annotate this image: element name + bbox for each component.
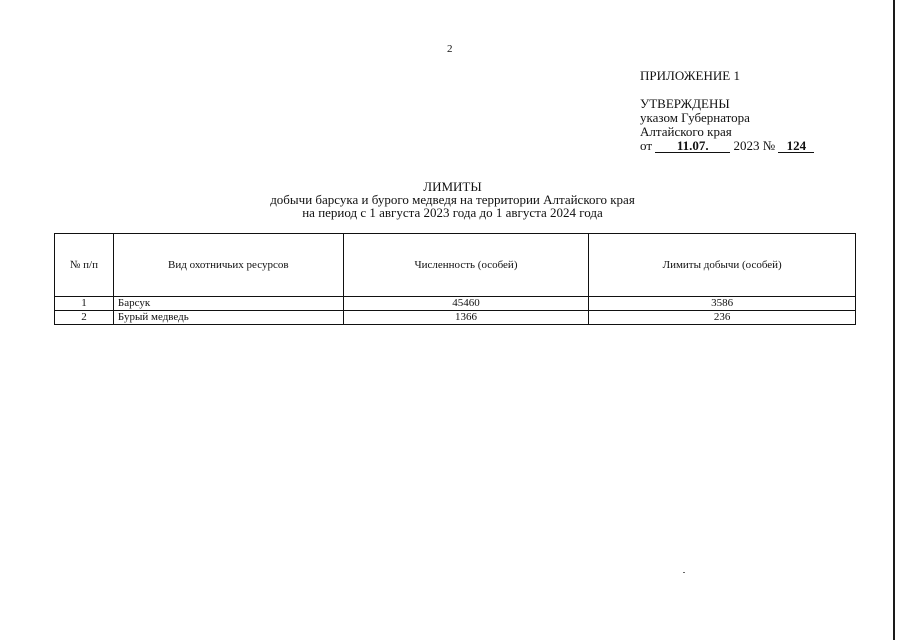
- appendix-label: ПРИЛОЖЕНИЕ 1: [640, 68, 740, 83]
- row-resource-kind: Бурый медведь: [113, 311, 343, 325]
- row-number: 1: [55, 297, 114, 311]
- title-heading: ЛИМИТЫ: [423, 179, 482, 194]
- title-line-2: на период с 1 августа 2023 года до 1 августа 2024 года: [302, 205, 603, 220]
- header-population: Численность (особей): [343, 234, 589, 297]
- row-population: 45460: [343, 297, 589, 311]
- header-number: № п/п: [55, 234, 114, 297]
- scan-speck: [683, 572, 685, 573]
- approval-block: [640, 97, 814, 153]
- row-limit: 236: [589, 311, 856, 325]
- document-title: [0, 180, 905, 219]
- row-population: 1366: [343, 311, 589, 325]
- row-number: 2: [55, 311, 114, 325]
- limits-table: [54, 233, 856, 325]
- scan-edge-line: [893, 0, 895, 640]
- table-row: [55, 297, 856, 311]
- decree-line: [640, 139, 814, 153]
- row-resource-kind: Барсук: [113, 297, 343, 311]
- decree-number: 124: [778, 139, 814, 153]
- approval-line-2: Алтайского края: [640, 124, 732, 139]
- title-line-1: добычи барсука и бурого медведя на территории Алтайского края: [270, 192, 635, 207]
- table-header-row: [55, 234, 856, 297]
- page-number: 2: [447, 43, 453, 55]
- decree-date: 11.07.: [655, 139, 730, 153]
- row-limit: 3586: [589, 297, 856, 311]
- decree-year: 2023 №: [733, 138, 776, 153]
- header-limit: Лимиты добычи (особей): [589, 234, 856, 297]
- decree-from-label: от: [640, 138, 653, 153]
- approval-line-1: указом Губернатора: [640, 110, 750, 125]
- table-row: [55, 311, 856, 325]
- approval-title: УТВЕРЖДЕНЫ: [640, 96, 730, 111]
- header-resource-kind: Вид охотничьих ресурсов: [113, 234, 343, 297]
